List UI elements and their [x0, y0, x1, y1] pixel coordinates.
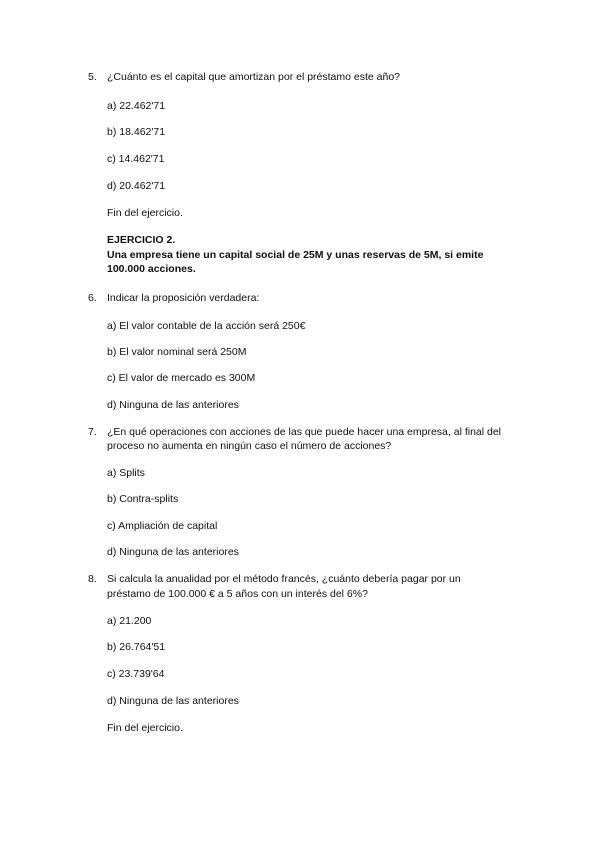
answer-option: c) 14.462'71 [107, 153, 165, 165]
answer-option: d) Ninguna de las anteriores [107, 695, 239, 707]
question-text: proceso no aumenta en ningún caso el número de acciones? [107, 440, 392, 452]
answer-option: c) Ampliación de capital [107, 520, 218, 532]
question-text: ¿Cuánto es el capital que amortizan por el préstamo este año? [107, 71, 401, 83]
answer-option: a) 22.462'71 [107, 100, 166, 112]
question-text: préstamo de 100.000 € a 5 años con un interés del 6%? [107, 588, 368, 600]
question-number: 5. [88, 71, 97, 83]
answer-option: a) Splits [107, 467, 145, 479]
question-number: 8. [88, 573, 97, 585]
answer-option: b) Contra-splits [107, 493, 179, 505]
answer-option: a) El valor contable de la acción será 250€ [107, 320, 306, 332]
answer-option: d) Ninguna de las anteriores [107, 546, 239, 558]
answer-option: d) 20.462'71 [107, 180, 166, 192]
answer-option: c) 23.739'64 [107, 668, 165, 680]
exercise-statement: Una empresa tiene un capital social de 25M y unas reservas de 5M, si emite [107, 249, 484, 261]
answer-option: b) El valor nominal será 250M [107, 346, 247, 358]
answer-option: d) Ninguna de las anteriores [107, 399, 239, 411]
answer-option: b) 26.764'51 [107, 641, 166, 653]
end-text: Fin del ejercicio. [107, 722, 183, 734]
question-text: Indicar la proposición verdadera: [107, 292, 260, 304]
question-number: 6. [88, 292, 97, 304]
end-text: Fin del ejercicio. [107, 207, 183, 219]
answer-option: b) 18.462'71 [107, 126, 166, 138]
question-text: ¿En qué operaciones con acciones de las que puede hacer una empresa, al final del [107, 426, 502, 438]
answer-option: a) 21.200 [107, 615, 152, 627]
exercise-title: EJERCICIO 2. [107, 234, 176, 246]
answer-option: c) El valor de mercado es 300M [107, 372, 256, 384]
exercise-statement: 100.000 acciones. [107, 263, 196, 275]
question-number: 7. [88, 426, 97, 438]
question-text: Si calcula la anualidad por el método francés, ¿cuánto debería pagar por un [107, 573, 461, 585]
